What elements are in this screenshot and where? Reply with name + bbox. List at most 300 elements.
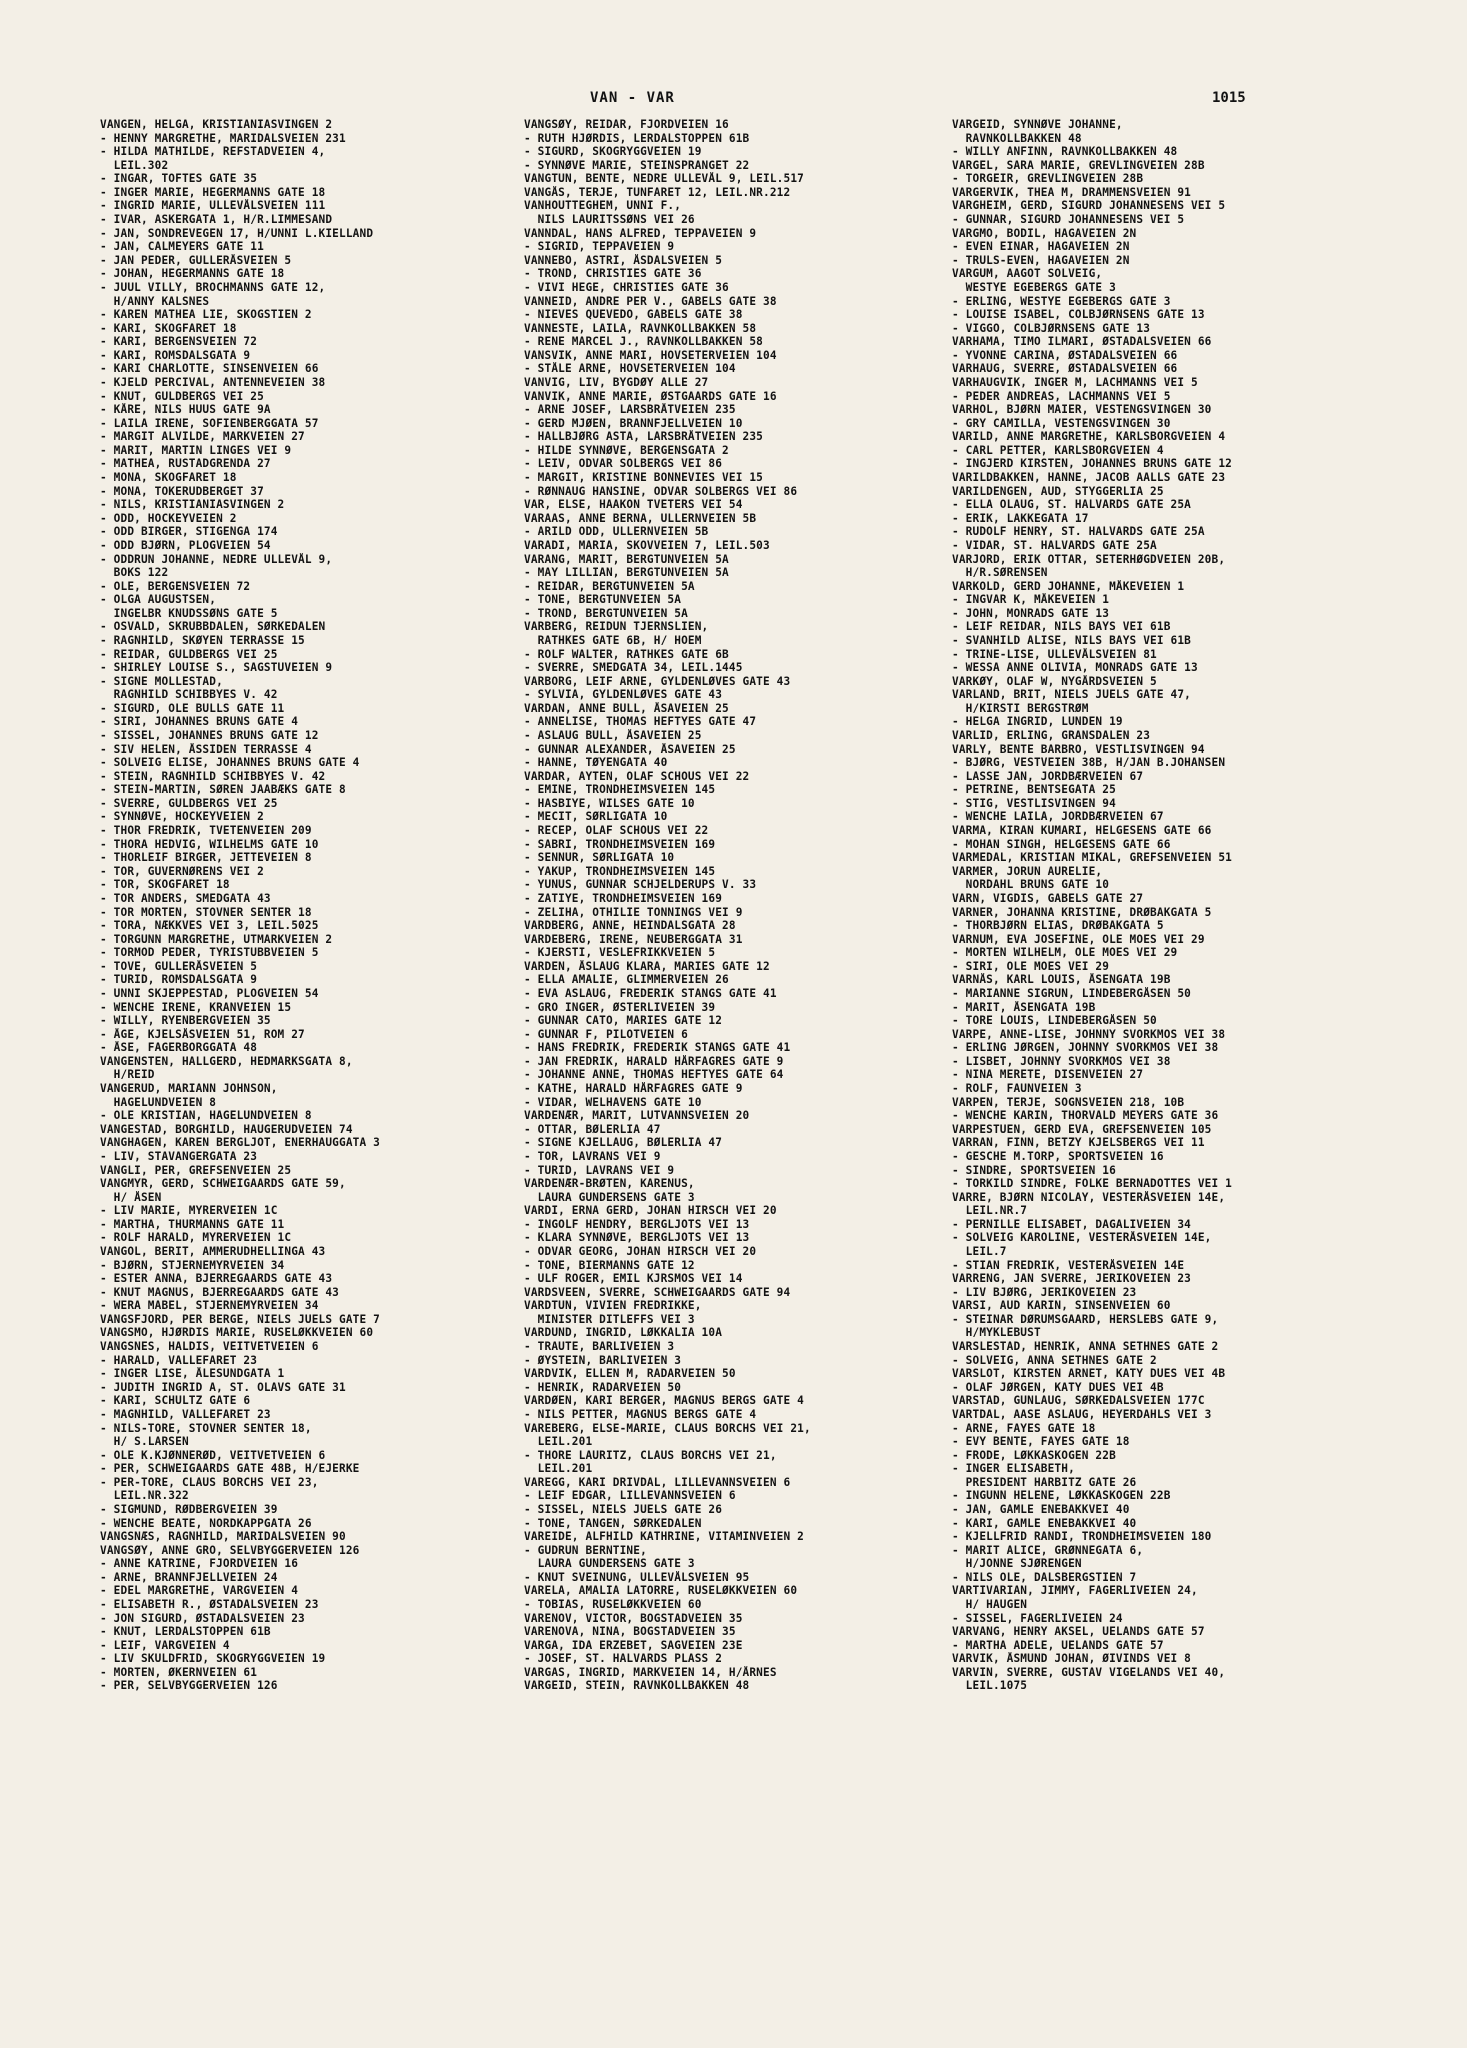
directory-entry-line: BOKS 122 xyxy=(100,566,169,580)
directory-entry-line: VARNÅS, KARL LOUIS, ÅSENGATA 19B xyxy=(952,973,1171,987)
directory-entry-line: VARGEL, SARA MARIE, GREVLINGVEIEN 28B xyxy=(952,158,1205,172)
directory-entry-line: - WERA MABEL, STJERNEMYRVEIEN 34 xyxy=(100,1299,319,1313)
directory-entry-line: VARDENÆR, MARIT, LUTVANNSVEIEN 20 xyxy=(524,1109,750,1123)
directory-entry-line: - RUDOLF HENRY, ST. HALVARDS GATE 25A xyxy=(952,525,1205,539)
directory-entry-line: - MARIT ALICE, GRØNNEGATA 6, xyxy=(952,1543,1144,1557)
directory-entry-line: - TRINE-LISE, ULLEVÅLSVEIEN 81 xyxy=(952,647,1157,661)
directory-entry-line: - TORGUNN MARGRETHE, UTMARKVEIEN 2 xyxy=(100,932,333,946)
directory-entry-line: - SIV HELEN, ÅSSIDEN TERRASSE 4 xyxy=(100,742,312,756)
directory-entry-line: RAVNKOLLBAKKEN 48 xyxy=(952,131,1082,145)
directory-entry-line: - BJØRN, STJERNEMYRVEIEN 34 xyxy=(100,1258,285,1272)
directory-entry-line: VARHOL, BJØRN MAIER, VESTENGSVINGEN 30 xyxy=(952,403,1212,417)
directory-entry-line: VANGERUD, MARIANN JOHNSON, xyxy=(100,1082,278,1096)
page-number: 1015 xyxy=(1212,90,1246,106)
directory-entry-line: - MONA, TOKERUDBERGET 37 xyxy=(100,484,264,498)
directory-entry-line: - HANNE, TØYENGATA 40 xyxy=(524,756,668,770)
directory-entry-line: - JUDITH INGRID A, ST. OLAVS GATE 31 xyxy=(100,1380,346,1394)
directory-entry-line: VARDENÆR-BRØTEN, KARENUS, xyxy=(524,1177,695,1191)
directory-entry-line: VARDEN, ÅSLAUG KLARA, MARIES GATE 12 xyxy=(524,959,770,973)
directory-entry-line: - INGJERD KIRSTEN, JOHANNES BRUNS GATE 12 xyxy=(952,457,1232,471)
directory-entry-line: - TOR, SKOGFARET 18 xyxy=(100,878,230,892)
directory-entry-line: VARILDBAKKEN, HANNE, JACOB AALLS GATE 23 xyxy=(952,471,1226,485)
directory-entry-line: VANGSNÆS, RAGNHILD, MARIDALSVEIEN 90 xyxy=(100,1530,346,1544)
directory-entry-line: H/REID xyxy=(100,1068,155,1082)
directory-entry-line: - MARIT, MARTIN LINGES VEI 9 xyxy=(100,443,292,457)
directory-entry-line: - TONE, BERGTUNVEIEN 5A xyxy=(524,593,682,607)
directory-entry-line: - LOUISE ISABEL, COLBJØRNSENS GATE 13 xyxy=(952,308,1205,322)
directory-entry-line: LAURA GUNDERSENS GATE 3 xyxy=(524,1190,695,1204)
directory-entry-line: - THORA HEDVIG, WILHELMS GATE 10 xyxy=(100,837,319,851)
directory-entry-line: - THORLEIF BIRGER, JETTEVEIEN 8 xyxy=(100,851,312,865)
directory-entry-line: - SIGRID, TEPPAVEIEN 9 xyxy=(524,240,675,254)
directory-entry-line: - PETRINE, BENTSEGATA 25 xyxy=(952,783,1116,797)
directory-entry-line: H/R.SØRENSEN xyxy=(952,566,1048,580)
directory-entry-line: - KNUT MAGNUS, BJERREGAARDS GATE 43 xyxy=(100,1285,340,1299)
directory-entry-line: LEIL.7 xyxy=(952,1244,1007,1258)
directory-entry-line: - GUNNAR, SIGURD JOHANNESENS VEI 5 xyxy=(952,213,1185,227)
directory-entry-line: VARMA, KIRAN KUMARI, HELGESENS GATE 66 xyxy=(952,824,1212,838)
directory-entry-line: - KNUT, LERDALSTOPPEN 61B xyxy=(100,1625,271,1639)
directory-entry-line: H/ S.LARSEN xyxy=(100,1435,189,1449)
directory-entry-line: HAGELUNDVEIEN 8 xyxy=(100,1095,217,1109)
directory-entry-line: VANGTUN, BENTE, NEDRE ULLEVÅL 9, LEIL.517 xyxy=(524,172,804,186)
directory-entry-line: - ELISABETH R., ØSTADALSVEIEN 23 xyxy=(100,1598,319,1612)
directory-entry-line: - PER-TORE, CLAUS BORCHS VEI 23, xyxy=(100,1475,319,1489)
directory-entry-line: VANVIG, LIV, BYGDØY ALLE 27 xyxy=(524,375,709,389)
directory-entry-line: - GERD MJØEN, BRANNFJELLVEIEN 10 xyxy=(524,416,743,430)
directory-entry-line: - LEIF, VARGVEIEN 4 xyxy=(100,1638,230,1652)
directory-entry-line: WESTYE EGEBERGS GATE 3 xyxy=(952,280,1116,294)
directory-entry-line: - STIG, VESTLISVINGEN 94 xyxy=(952,796,1116,810)
directory-entry-line: - RØNNAUG HANSINE, ODVAR SOLBERGS VEI 86 xyxy=(524,484,798,498)
directory-entry-line: - JOHANNE ANNE, THOMAS HEFTYES GATE 64 xyxy=(524,1068,784,1082)
directory-entry-line: - LIV BJØRG, JERIKOVEIEN 23 xyxy=(952,1285,1137,1299)
directory-entry-line: - LEIF REIDAR, NILS BAYS VEI 61B xyxy=(952,620,1171,634)
directory-entry-line: - STEIN, RAGNHILD SCHIBBYES V. 42 xyxy=(100,769,326,783)
directory-entry-line: VANGSFJORD, PER BERGE, NIELS JUELS GATE 7 xyxy=(100,1312,380,1326)
directory-entry-line: - TORA, NÆKKVES VEI 3, LEIL.5025 xyxy=(100,919,319,933)
directory-entry-line: LEIL.NR.7 xyxy=(952,1204,1028,1218)
directory-entry-line: - JUUL VILLY, BROCHMANNS GATE 12, xyxy=(100,280,326,294)
directory-entry-line: - STÅLE ARNE, HOVSETERVEIEN 104 xyxy=(524,362,736,376)
directory-entry-line: VARNER, JOHANNA KRISTINE, DRØBAKGATA 5 xyxy=(952,905,1212,919)
directory-entry-line: - LISBET, JOHNNY SVORKMOS VEI 38 xyxy=(952,1054,1171,1068)
directory-entry-line: VARBORG, LEIF ARNE, GYLDENLØVES GATE 43 xyxy=(524,674,791,688)
directory-entry-line: RATHKES GATE 6B, H/ HOEM xyxy=(524,633,702,647)
directory-entry-line: VARGEID, SYNNØVE JOHANNE, xyxy=(952,118,1123,131)
directory-entry-line: - TORE LOUIS, LINDEBERGÅSEN 50 xyxy=(952,1014,1157,1028)
directory-entry-line: - YVONNE CARINA, ØSTADALSVEIEN 66 xyxy=(952,348,1178,362)
directory-entry-line: - TONE, BIERMANNS GATE 12 xyxy=(524,1258,695,1272)
directory-entry-line: - ODVAR GEORG, JOHAN HIRSCH VEI 20 xyxy=(524,1244,757,1258)
directory-entry-line: - GUNNAR CATO, MARIES GATE 12 xyxy=(524,1014,723,1028)
directory-entry-line: - LIV SKULDFRID, SKOGRYGGVEIEN 19 xyxy=(100,1652,326,1666)
directory-entry-line: VARVIK, ÅSMUND JOHAN, ØIVINDS VEI 8 xyxy=(952,1652,1192,1666)
directory-entry-line: VANNEID, ANDRE PER V., GABELS GATE 38 xyxy=(524,294,777,308)
directory-entry-line: - WILLY ANFINN, RAVNKOLLBAKKEN 48 xyxy=(952,145,1178,159)
directory-entry-line: - HILDE SYNNØVE, BERGENSGATA 2 xyxy=(524,443,729,457)
directory-entry-line: - THORBJØRN ELIAS, DRØBAKGATA 5 xyxy=(952,919,1164,933)
directory-entry-line: - ERIK, LAKKEGATA 17 xyxy=(952,511,1089,525)
page-header xyxy=(0,90,1467,112)
directory-entry-line: NORDAHL BRUNS GATE 10 xyxy=(952,878,1110,892)
directory-entry-line: VANGSMO, HJØRDIS MARIE, RUSELØKKVEIEN 60 xyxy=(100,1326,374,1340)
directory-entry-line: - MATHEA, RUSTADGRENDA 27 xyxy=(100,457,271,471)
directory-entry-line: VARHAMA, TIMO ILMARI, ØSTADALSVEIEN 66 xyxy=(952,335,1212,349)
directory-entry-line: VARKØY, OLAF W, NYGÅRDSVEIEN 5 xyxy=(952,674,1157,688)
directory-entry-line: - OSVALD, SKRUBBDALEN, SØRKEDALEN xyxy=(100,620,326,634)
directory-entry-line: VANGMYR, GERD, SCHWEIGAARDS GATE 59, xyxy=(100,1177,346,1191)
directory-entry-line: - MARGIT, KRISTINE BONNEVIES VEI 15 xyxy=(524,471,764,485)
directory-entry-line: VARADI, MARIA, SKOVVEIEN 7, LEIL.503 xyxy=(524,538,770,552)
directory-entry-line: - INGOLF HENDRY, BERGLJOTS VEI 13 xyxy=(524,1217,750,1231)
directory-entry-line: - INGER LISE, ÅLESUNDGATA 1 xyxy=(100,1367,285,1381)
directory-entry-line: VARTDAL, AASE ASLAUG, HEYERDAHLS VEI 3 xyxy=(952,1407,1212,1421)
directory-entry-line: - HILDA MATHILDE, REFSTADVEIEN 4, xyxy=(100,145,326,159)
directory-entry-line: INGELBR KNUDSSØNS GATE 5 xyxy=(100,606,278,620)
directory-entry-line: - SENNUR, SØRLIGATA 10 xyxy=(524,851,675,865)
directory-entry-line: - TURID, ROMSDALSGATA 9 xyxy=(100,973,258,987)
directory-entry-line: VANHOUTTEGHEM, UNNI F., xyxy=(524,199,682,213)
directory-entry-line: - KARI, SCHULTZ GATE 6 xyxy=(100,1394,251,1408)
directory-entry-line: - SYNNØVE, HOCKEYVEIEN 2 xyxy=(100,810,264,824)
directory-entry-line: - STIAN FREDRIK, VESTERÅSVEIEN 14E xyxy=(952,1258,1185,1272)
directory-entry-line: - KNUT SVEINUNG, ULLEVÅLSVEIEN 95 xyxy=(524,1570,750,1584)
directory-entry-line: VARDØEN, KARI BERGER, MAGNUS BERGS GATE 4 xyxy=(524,1394,804,1408)
directory-entry-line: - SYLVIA, GYLDENLØVES GATE 43 xyxy=(524,688,723,702)
directory-entry-line: - ÅSE, FAGERBORGGATA 48 xyxy=(100,1041,258,1055)
page-title: VAN - VAR xyxy=(590,90,675,106)
directory-entry-line: - TRAUTE, BARLIVEIEN 3 xyxy=(524,1340,675,1354)
directory-entry-line: - TROND, BERGTUNVEIEN 5A xyxy=(524,606,688,620)
directory-entry-line: - VIGGO, COLBJØRNSENS GATE 13 xyxy=(952,321,1151,335)
directory-entry-line: - ARILD ODD, ULLERNVEIEN 5B xyxy=(524,525,709,539)
directory-entry-line: - NILS OLE, DALSBERGSTIEN 7 xyxy=(952,1570,1137,1584)
directory-entry-line: - SIGNE MOLLESTAD, xyxy=(100,674,223,688)
directory-entry-line: - SVERRE, SMEDGATA 34, LEIL.1445 xyxy=(524,661,743,675)
directory-entry-line: - SVERRE, GULDBERGS VEI 25 xyxy=(100,796,278,810)
directory-entry-line: - KJELLFRID RANDI, TRONDHEIMSVEIEN 180 xyxy=(952,1530,1212,1544)
directory-entry-line: - YUNUS, GUNNAR SCHJELDERUPS V. 33 xyxy=(524,878,757,892)
directory-entry-line: - SISSEL, NIELS JUELS GATE 26 xyxy=(524,1502,723,1516)
directory-entry-line: - MONA, SKOGFARET 18 xyxy=(100,471,237,485)
directory-entry-line: - PERNILLE ELISABET, DAGALIVEIEN 34 xyxy=(952,1217,1192,1231)
directory-entry-line: - LEIV, ODVAR SOLBERGS VEI 86 xyxy=(524,457,723,471)
directory-entry-line: - OLE K.KJØNNERØD, VEITVETVEIEN 6 xyxy=(100,1448,326,1462)
directory-entry-line: - JOSEF, ST. HALVARDS PLASS 2 xyxy=(524,1652,723,1666)
directory-entry-line: - TOBIAS, RUSELØKKVEIEN 60 xyxy=(524,1598,702,1612)
directory-entry-line: LAURA GUNDERSENS GATE 3 xyxy=(524,1557,695,1571)
directory-entry-line: VANNEBO, ASTRI, ÅSDALSVEIEN 5 xyxy=(524,253,723,267)
directory-entry-line: VARSTAD, GUNLAUG, SØRKEDALSVEIEN 177C xyxy=(952,1394,1205,1408)
directory-entry-line: H/ HAUGEN xyxy=(952,1598,1028,1612)
directory-entry-line: - TOR, LAVRANS VEI 9 xyxy=(524,1149,661,1163)
column-1 xyxy=(100,118,540,1693)
directory-entry-line: - WILLY, RYENBERGVEIEN 35 xyxy=(100,1014,271,1028)
directory-entry-line: VARKOLD, GERD JOHANNE, MÅKEVEIEN 1 xyxy=(952,579,1185,593)
directory-entry-line: VARN, VIGDIS, GABELS GATE 27 xyxy=(952,891,1144,905)
directory-entry-line: - GESCHE M.TORP, SPORTSVEIEN 16 xyxy=(952,1149,1164,1163)
directory-entry-line: - KLARA SYNNØVE, BERGLJOTS VEI 13 xyxy=(524,1231,750,1245)
directory-entry-line: - KAREN MATHEA LIE, SKOGSTIEN 2 xyxy=(100,308,312,322)
directory-entry-line: - UNNI SKJEPPESTAD, PLOGVEIEN 54 xyxy=(100,987,319,1000)
directory-entry-line: - VIDAR, ST. HALVARDS GATE 25A xyxy=(952,538,1157,552)
directory-entry-line: - MARGIT ALVILDE, MARKVEIEN 27 xyxy=(100,430,305,444)
directory-entry-line: VANGEN, HELGA, KRISTIANIASVINGEN 2 xyxy=(100,118,333,131)
directory-entry-line: - KARI, BERGENSVEIEN 72 xyxy=(100,335,258,349)
directory-entry-line: H/ANNY KALSNES xyxy=(100,294,210,308)
directory-entry-line: VARSLESTAD, HENRIK, ANNA SETHNES GATE 2 xyxy=(952,1340,1219,1354)
directory-entry-line: VARDEBERG, IRENE, NEUBERGGATA 31 xyxy=(524,932,743,946)
directory-entry-line: - HASBIYE, WILSES GATE 10 xyxy=(524,796,695,810)
directory-entry-line: VARGERVIK, THEA M, DRAMMENSVEIEN 91 xyxy=(952,185,1192,199)
directory-entry-line: - KARI CHARLOTTE, SINSENVEIEN 66 xyxy=(100,362,319,376)
directory-entry-line: - KARI, GAMLE ENEBAKKVEI 40 xyxy=(952,1516,1137,1530)
directory-entry-line: - INGVAR K, MÅKEVEIEN 1 xyxy=(952,593,1110,607)
directory-entry-line: - INGRID MARIE, ULLEVÅLSVEIEN 111 xyxy=(100,199,326,213)
directory-entry-line: - TRULS-EVEN, HAGAVEIEN 2N xyxy=(952,253,1130,267)
directory-entry-line: VARGAS, INGRID, MARKVEIEN 14, H/ÅRNES xyxy=(524,1665,777,1679)
directory-entry-line: - MARTHA ADELE, UELANDS GATE 57 xyxy=(952,1638,1164,1652)
directory-entry-line: - MARIT, ÅSENGATA 19B xyxy=(952,1000,1096,1014)
directory-entry-line: VARLY, BENTE BARBRO, VESTLISVINGEN 94 xyxy=(952,742,1205,756)
directory-entry-line: - ERLING JØRGEN, JOHNNY SVORKMOS VEI 38 xyxy=(952,1041,1219,1055)
directory-entry-line: - GUDRUN BERNTINE, xyxy=(524,1543,647,1557)
directory-entry-line: VARILD, ANNE MARGRETHE, KARLSBORGVEIEN 4 xyxy=(952,430,1226,444)
directory-entry-line: VARDAN, ANNE BULL, ÅSAVEIEN 25 xyxy=(524,701,729,715)
directory-entry-line: LEIL.NR.322 xyxy=(100,1489,189,1503)
directory-entry-line: - NIEVES QUEVEDO, GABELS GATE 38 xyxy=(524,308,743,322)
directory-entry-line: - MORTEN, ØKERNVEIEN 61 xyxy=(100,1665,258,1679)
directory-entry-line: - HENNY MARGRETHE, MARIDALSVEIEN 231 xyxy=(100,131,346,145)
directory-entry-line: - JAN, CALMEYERS GATE 11 xyxy=(100,240,264,254)
directory-entry-line: - ÅGE, KJELSÅSVEIEN 51, ROM 27 xyxy=(100,1027,305,1041)
directory-entry-line: - ROLF HARALD, MYRERVEIEN 1C xyxy=(100,1231,292,1245)
directory-entry-line: VANGSØY, REIDAR, FJORDVEIEN 16 xyxy=(524,118,729,131)
directory-entry-line: - KATHE, HARALD HÅRFAGRES GATE 9 xyxy=(524,1082,743,1096)
directory-entry-line: - TOR, GUVERNØRENS VEI 2 xyxy=(100,864,264,878)
directory-entry-line: - WENCHE BEATE, NORDKAPPGATA 26 xyxy=(100,1516,312,1530)
directory-entry-line: VANSVIK, ANNE MARI, HOVSETERVEIEN 104 xyxy=(524,348,777,362)
directory-entry-line: - RAGNHILD, SKØYEN TERRASSE 15 xyxy=(100,633,305,647)
directory-entry-line: - JON SIGURD, ØSTADALSVEIEN 23 xyxy=(100,1611,305,1625)
directory-entry-line: - RECEP, OLAF SCHOUS VEI 22 xyxy=(524,824,709,838)
directory-entry-line: VARDI, ERNA GERD, JOHAN HIRSCH VEI 20 xyxy=(524,1204,777,1218)
directory-entry-line: - SIRI, OLE MOES VEI 29 xyxy=(952,959,1110,973)
directory-entry-line: - OTTAR, BØLERLIA 47 xyxy=(524,1122,661,1136)
directory-entry-line: - ELLA AMALIE, GLIMMERVEIEN 26 xyxy=(524,973,729,987)
directory-entry-line: - ZATIYE, TRONDHEIMSVEIEN 169 xyxy=(524,891,723,905)
directory-entry-line: - NILS-TORE, STOVNER SENTER 18, xyxy=(100,1421,312,1435)
directory-entry-line: - OLAF JØRGEN, KATY DUES VEI 4B xyxy=(952,1380,1164,1394)
directory-entry-line: VARVIN, SVERRE, GUSTAV VIGELANDS VEI 40, xyxy=(952,1665,1226,1679)
directory-entry-line: - WENCHE LAILA, JORDBÆRVEIEN 67 xyxy=(952,810,1164,824)
directory-entry-line: VARBERG, REIDUN TJERNSLIEN, xyxy=(524,620,709,634)
directory-entry-line: VARHAUGVIK, INGER M, LACHMANNS VEI 5 xyxy=(952,375,1198,389)
directory-entry-line: - TORMOD PEDER, TYRISTUBBVEIEN 5 xyxy=(100,946,319,960)
directory-entry-line: - JAN, SONDREVEGEN 17, H/UNNI L.KIELLAND xyxy=(100,226,374,240)
directory-entry-line: - NINA MERETE, DISENVEIEN 27 xyxy=(952,1068,1144,1082)
directory-entry-line: LEIL.302 xyxy=(100,158,169,172)
directory-entry-line: - PEDER ANDREAS, LACHMANNS VEI 5 xyxy=(952,389,1171,403)
directory-entry-line: VARDVIK, ELLEN M, RADARVEIEN 50 xyxy=(524,1367,736,1381)
directory-entry-line: - SYNNØVE MARIE, STEINSPRANGET 22 xyxy=(524,158,750,172)
directory-entry-line: - REIDAR, BERGTUNVEIEN 5A xyxy=(524,579,695,593)
directory-entry-line: VARDBERG, ANNE, HEINDALSGATA 28 xyxy=(524,919,736,933)
directory-entry-line: - SOLVEIG ELISE, JOHANNES BRUNS GATE 4 xyxy=(100,756,360,770)
directory-entry-line: - NILS PETTER, MAGNUS BERGS GATE 4 xyxy=(524,1407,757,1421)
directory-entry-line: - INGER ELISABETH, xyxy=(952,1462,1075,1476)
directory-entry-line: - STEINAR DØRUMSGAARD, HERSLEBS GATE 9, xyxy=(952,1312,1219,1326)
directory-entry-line: - EVY BENTE, FAYES GATE 18 xyxy=(952,1435,1130,1449)
directory-entry-line: - HENRIK, RADARVEIEN 50 xyxy=(524,1380,682,1394)
directory-entry-line: - ODD BJØRN, PLOGVEIEN 54 xyxy=(100,538,271,552)
directory-entry-line: - OLE KRISTIAN, HAGELUNDVEIEN 8 xyxy=(100,1109,312,1123)
directory-entry-line: VARSI, AUD KARIN, SINSENVEIEN 60 xyxy=(952,1299,1171,1313)
directory-entry-line: - KARI, SKOGFARET 18 xyxy=(100,321,237,335)
directory-entry-line: - LASSE JAN, JORDBÆRVEIEN 67 xyxy=(952,769,1144,783)
directory-entry-line: - VIDAR, WELHAVENS GATE 10 xyxy=(524,1095,702,1109)
directory-entry-line: LEIL.1075 xyxy=(952,1679,1028,1693)
directory-entry-line: - ESTER ANNA, BJERREGAARDS GATE 43 xyxy=(100,1272,333,1286)
directory-entry-line: VAREBERG, ELSE-MARIE, CLAUS BORCHS VEI 21, xyxy=(524,1421,811,1435)
directory-entry-line: - THOR FREDRIK, TVETENVEIEN 209 xyxy=(100,824,312,838)
directory-entry-line: - NILS, KRISTIANIASVINGEN 2 xyxy=(100,498,285,512)
directory-entry-line: VARHAUG, SVERRE, ØSTADALSVEIEN 66 xyxy=(952,362,1178,376)
directory-entry-line: - MAGNHILD, VALLEFARET 23 xyxy=(100,1407,271,1421)
directory-entry-line: - IVAR, ASKERGATA 1, H/R.LIMMESAND xyxy=(100,213,333,227)
column-3 xyxy=(952,118,1392,1693)
directory-entry-line: LEIL.201 xyxy=(524,1462,593,1476)
directory-entry-line: - RUTH HJØRDIS, LERDALSTOPPEN 61B xyxy=(524,131,750,145)
directory-entry-line: - SIGMUND, RØDBERGVEIEN 39 xyxy=(100,1502,278,1516)
directory-entry-line: VARGUM, AAGOT SOLVEIG, xyxy=(952,267,1103,281)
directory-entry-line: - OLGA AUGUSTSEN, xyxy=(100,593,217,607)
directory-entry-line: - HALLBJØRG ASTA, LARSBRÅTVEIEN 235 xyxy=(524,430,764,444)
directory-entry-line: PRESIDENT HARBITZ GATE 26 xyxy=(952,1475,1137,1489)
directory-entry-line: VARGEID, STEIN, RAVNKOLLBAKKEN 48 xyxy=(524,1679,750,1693)
directory-entry-line: VARPEN, TERJE, SOGNSVEIEN 218, 10B xyxy=(952,1095,1185,1109)
directory-entry-line: MINISTER DITLEFFS VEI 3 xyxy=(524,1312,695,1326)
directory-entry-line: - GUNNAR F, PILOTVEIEN 6 xyxy=(524,1027,688,1041)
directory-entry-line: VARDSVEEN, SVERRE, SCHWEIGAARDS GATE 94 xyxy=(524,1285,791,1299)
directory-entry-line: - STEIN-MARTIN, SØREN JAABÆKS GATE 8 xyxy=(100,783,346,797)
directory-entry-line: - REIDAR, GULDBERGS VEI 25 xyxy=(100,647,278,661)
directory-entry-line: - EVEN EINAR, HAGAVEIEN 2N xyxy=(952,240,1130,254)
directory-entry-line: - SVANHILD ALISE, NILS BAYS VEI 61B xyxy=(952,633,1192,647)
directory-entry-line: - ELLA OLAUG, ST. HALVARDS GATE 25A xyxy=(952,498,1192,512)
directory-entry-line: - ERLING, WESTYE EGEBERGS GATE 3 xyxy=(952,294,1171,308)
directory-entry-line: - ROLF WALTER, RATHKES GATE 6B xyxy=(524,647,729,661)
directory-entry-line: - ARNE JOSEF, LARSBRÅTVEIEN 235 xyxy=(524,403,736,417)
directory-entry-line: VARANG, MARIT, BERGTUNVEIEN 5A xyxy=(524,552,729,566)
directory-entry-line: - JOHN, MONRADS GATE 13 xyxy=(952,606,1110,620)
directory-entry-line: - EDEL MARGRETHE, VARGVEIEN 4 xyxy=(100,1584,299,1598)
directory-entry-line: H/ ÅSEN xyxy=(100,1190,162,1204)
directory-entry-line: - FRODE, LØKKASKOGEN 22B xyxy=(952,1448,1116,1462)
directory-entry-line: - ULF ROGER, EMIL KJRSMOS VEI 14 xyxy=(524,1272,743,1286)
directory-entry-line: - WENCHE IRENE, KRANVEIEN 15 xyxy=(100,1000,292,1014)
directory-entry-line: - PER, SCHWEIGAARDS GATE 48B, H/EJERKE xyxy=(100,1462,360,1476)
directory-entry-line: VARPE, ANNE-LISE, JOHNNY SVORKMOS VEI 38 xyxy=(952,1027,1226,1041)
directory-entry-line: VANNDAL, HANS ALFRED, TEPPAVEIEN 9 xyxy=(524,226,757,240)
directory-entry-line: - KJERSTI, VESLEFRIKKVEIEN 5 xyxy=(524,946,716,960)
directory-entry-line: VARJORD, ERIK OTTAR, SETERHØGDVEIEN 20B, xyxy=(952,552,1226,566)
directory-entry-line: - SIRI, JOHANNES BRUNS GATE 4 xyxy=(100,715,299,729)
directory-entry-line: - SIGURD, OLE BULLS GATE 11 xyxy=(100,701,285,715)
directory-entry-line: - TOR MORTEN, STOVNER SENTER 18 xyxy=(100,905,312,919)
directory-entry-line: VARRAN, FINN, BETZY KJELSBERGS VEI 11 xyxy=(952,1136,1205,1150)
directory-entry-line: VARAAS, ANNE BERNA, ULLERNVEIEN 5B xyxy=(524,511,757,525)
directory-entry-line: - JAN PEDER, GULLERÅSVEIEN 5 xyxy=(100,253,292,267)
directory-entry-line: VARDUND, INGRID, LØKKALIA 10A xyxy=(524,1326,723,1340)
directory-entry-line: VARENOVA, NINA, BOGSTADVEIEN 35 xyxy=(524,1625,736,1639)
column-2 xyxy=(524,118,964,1693)
directory-entry-line: VARSLOT, KIRSTEN ARNET, KATY DUES VEI 4B xyxy=(952,1367,1226,1381)
directory-entry-line: - TORKILD SINDRE, FOLKE BERNADOTTES VEI 1 xyxy=(952,1177,1232,1191)
directory-entry-line: VARGA, IDA ERZEBET, SAGVEIEN 23E xyxy=(524,1638,743,1652)
directory-entry-line: - EVA ASLAUG, FREDERIK STANGS GATE 41 xyxy=(524,987,777,1000)
directory-entry-line: VANGSØY, ANNE GRO, SELVBYGGERVEIEN 126 xyxy=(100,1543,360,1557)
directory-entry-line: - GRO INGER, ØSTERLIVEIEN 39 xyxy=(524,1000,716,1014)
directory-entry-line: - KÅRE, NILS HUUS GATE 9A xyxy=(100,403,271,417)
directory-entry-line: VARMER, JORUN AURELIE, xyxy=(952,864,1103,878)
directory-entry-line: H/KIRSTI BERGSTRØM xyxy=(952,701,1089,715)
directory-entry-line: VARLAND, BRIT, NIELS JUELS GATE 47, xyxy=(952,688,1192,702)
directory-entry-line: - MARTHA, THURMANNS GATE 11 xyxy=(100,1217,285,1231)
directory-entry-line: - KNUT, GULDBERGS VEI 25 xyxy=(100,389,264,403)
directory-entry-line: H/MYKLEBUST xyxy=(952,1326,1041,1340)
directory-entry-line: VARLID, ERLING, GRANSDALEN 23 xyxy=(952,729,1151,743)
directory-entry-line: - WENCHE KARIN, THORVALD MEYERS GATE 36 xyxy=(952,1109,1219,1123)
directory-entry-line: - SHIRLEY LOUISE S., SAGSTUVEIEN 9 xyxy=(100,661,333,675)
directory-entry-line: VANGENSTEN, HALLGERD, HEDMARKSGATA 8, xyxy=(100,1054,353,1068)
directory-entry-line: VANGOL, BERIT, AMMERUDHELLINGA 43 xyxy=(100,1244,326,1258)
directory-entry-line: VARRENG, JAN SVERRE, JERIKOVEIEN 23 xyxy=(952,1272,1192,1286)
directory-entry-line: - LAILA IRENE, SOFIENBERGGATA 57 xyxy=(100,416,319,430)
directory-entry-line: - JOHAN, HEGERMANNS GATE 18 xyxy=(100,267,285,281)
directory-entry-line: - INGAR, TOFTES GATE 35 xyxy=(100,172,258,186)
directory-entry-line: VARVANG, HENRY AKSEL, UELANDS GATE 57 xyxy=(952,1625,1205,1639)
directory-entry-line: VANGÅS, TERJE, TUNFARET 12, LEIL.NR.212 xyxy=(524,185,791,199)
directory-entry-line: VANVIK, ANNE MARIE, ØSTGAARDS GATE 16 xyxy=(524,389,777,403)
directory-entry-line: - YAKUP, TRONDHEIMSVEIEN 145 xyxy=(524,864,716,878)
directory-entry-line: - SINDRE, SPORTSVEIEN 16 xyxy=(952,1163,1116,1177)
directory-entry-line: RAGNHILD SCHIBBYES V. 42 xyxy=(100,688,278,702)
directory-entry-line: - JAN, GAMLE ENEBAKKVEI 40 xyxy=(952,1502,1130,1516)
directory-entry-line: - HARALD, VALLEFARET 23 xyxy=(100,1353,258,1367)
directory-entry-line: VANGHAGEN, KAREN BERGLJOT, ENERHAUGGATA 3 xyxy=(100,1136,380,1150)
directory-entry-line: VAREIDE, ALFHILD KATHRINE, VITAMINVEIEN 2 xyxy=(524,1530,804,1544)
directory-entry-line: - ØYSTEIN, BARLIVEIEN 3 xyxy=(524,1353,682,1367)
directory-entry-line: - RENE MARCEL J., RAVNKOLLBAKKEN 58 xyxy=(524,335,764,349)
directory-entry-line: VAREGG, KARI DRIVDAL, LILLEVANNSVEIEN 6 xyxy=(524,1475,791,1489)
directory-entry-line: VARELA, AMALIA LATORRE, RUSELØKKVEIEN 60 xyxy=(524,1584,798,1598)
directory-entry-line: - TONE, TANGEN, SØRKEDALEN xyxy=(524,1516,702,1530)
directory-entry-line: - MARIANNE SIGRUN, LINDEBERGÅSEN 50 xyxy=(952,987,1192,1000)
directory-entry-line: - ARNE, FAYES GATE 18 xyxy=(952,1421,1096,1435)
directory-entry-line: - GUNNAR ALEXANDER, ÅSAVEIEN 25 xyxy=(524,742,736,756)
directory-entry-line: VARDAR, AYTEN, OLAF SCHOUS VEI 22 xyxy=(524,769,750,783)
directory-entry-line: VARNUM, EVA JOSEFINE, OLE MOES VEI 29 xyxy=(952,932,1205,946)
directory-entry-line: - TORGEIR, GREVLINGVEIEN 28B xyxy=(952,172,1144,186)
directory-entry-line: - ODD BIRGER, STIGENGA 174 xyxy=(100,525,278,539)
directory-entry-line: NILS LAURITSSØNS VEI 26 xyxy=(524,213,695,227)
directory-entry-line: - ODDRUN JOHANNE, NEDRE ULLEVÅL 9, xyxy=(100,552,333,566)
directory-entry-line: - ANNE KATRINE, FJORDVEIEN 16 xyxy=(100,1557,299,1571)
directory-entry-line: LEIL.201 xyxy=(524,1435,593,1449)
directory-entry-line: - MOHAN SINGH, HELGESENS GATE 66 xyxy=(952,837,1171,851)
